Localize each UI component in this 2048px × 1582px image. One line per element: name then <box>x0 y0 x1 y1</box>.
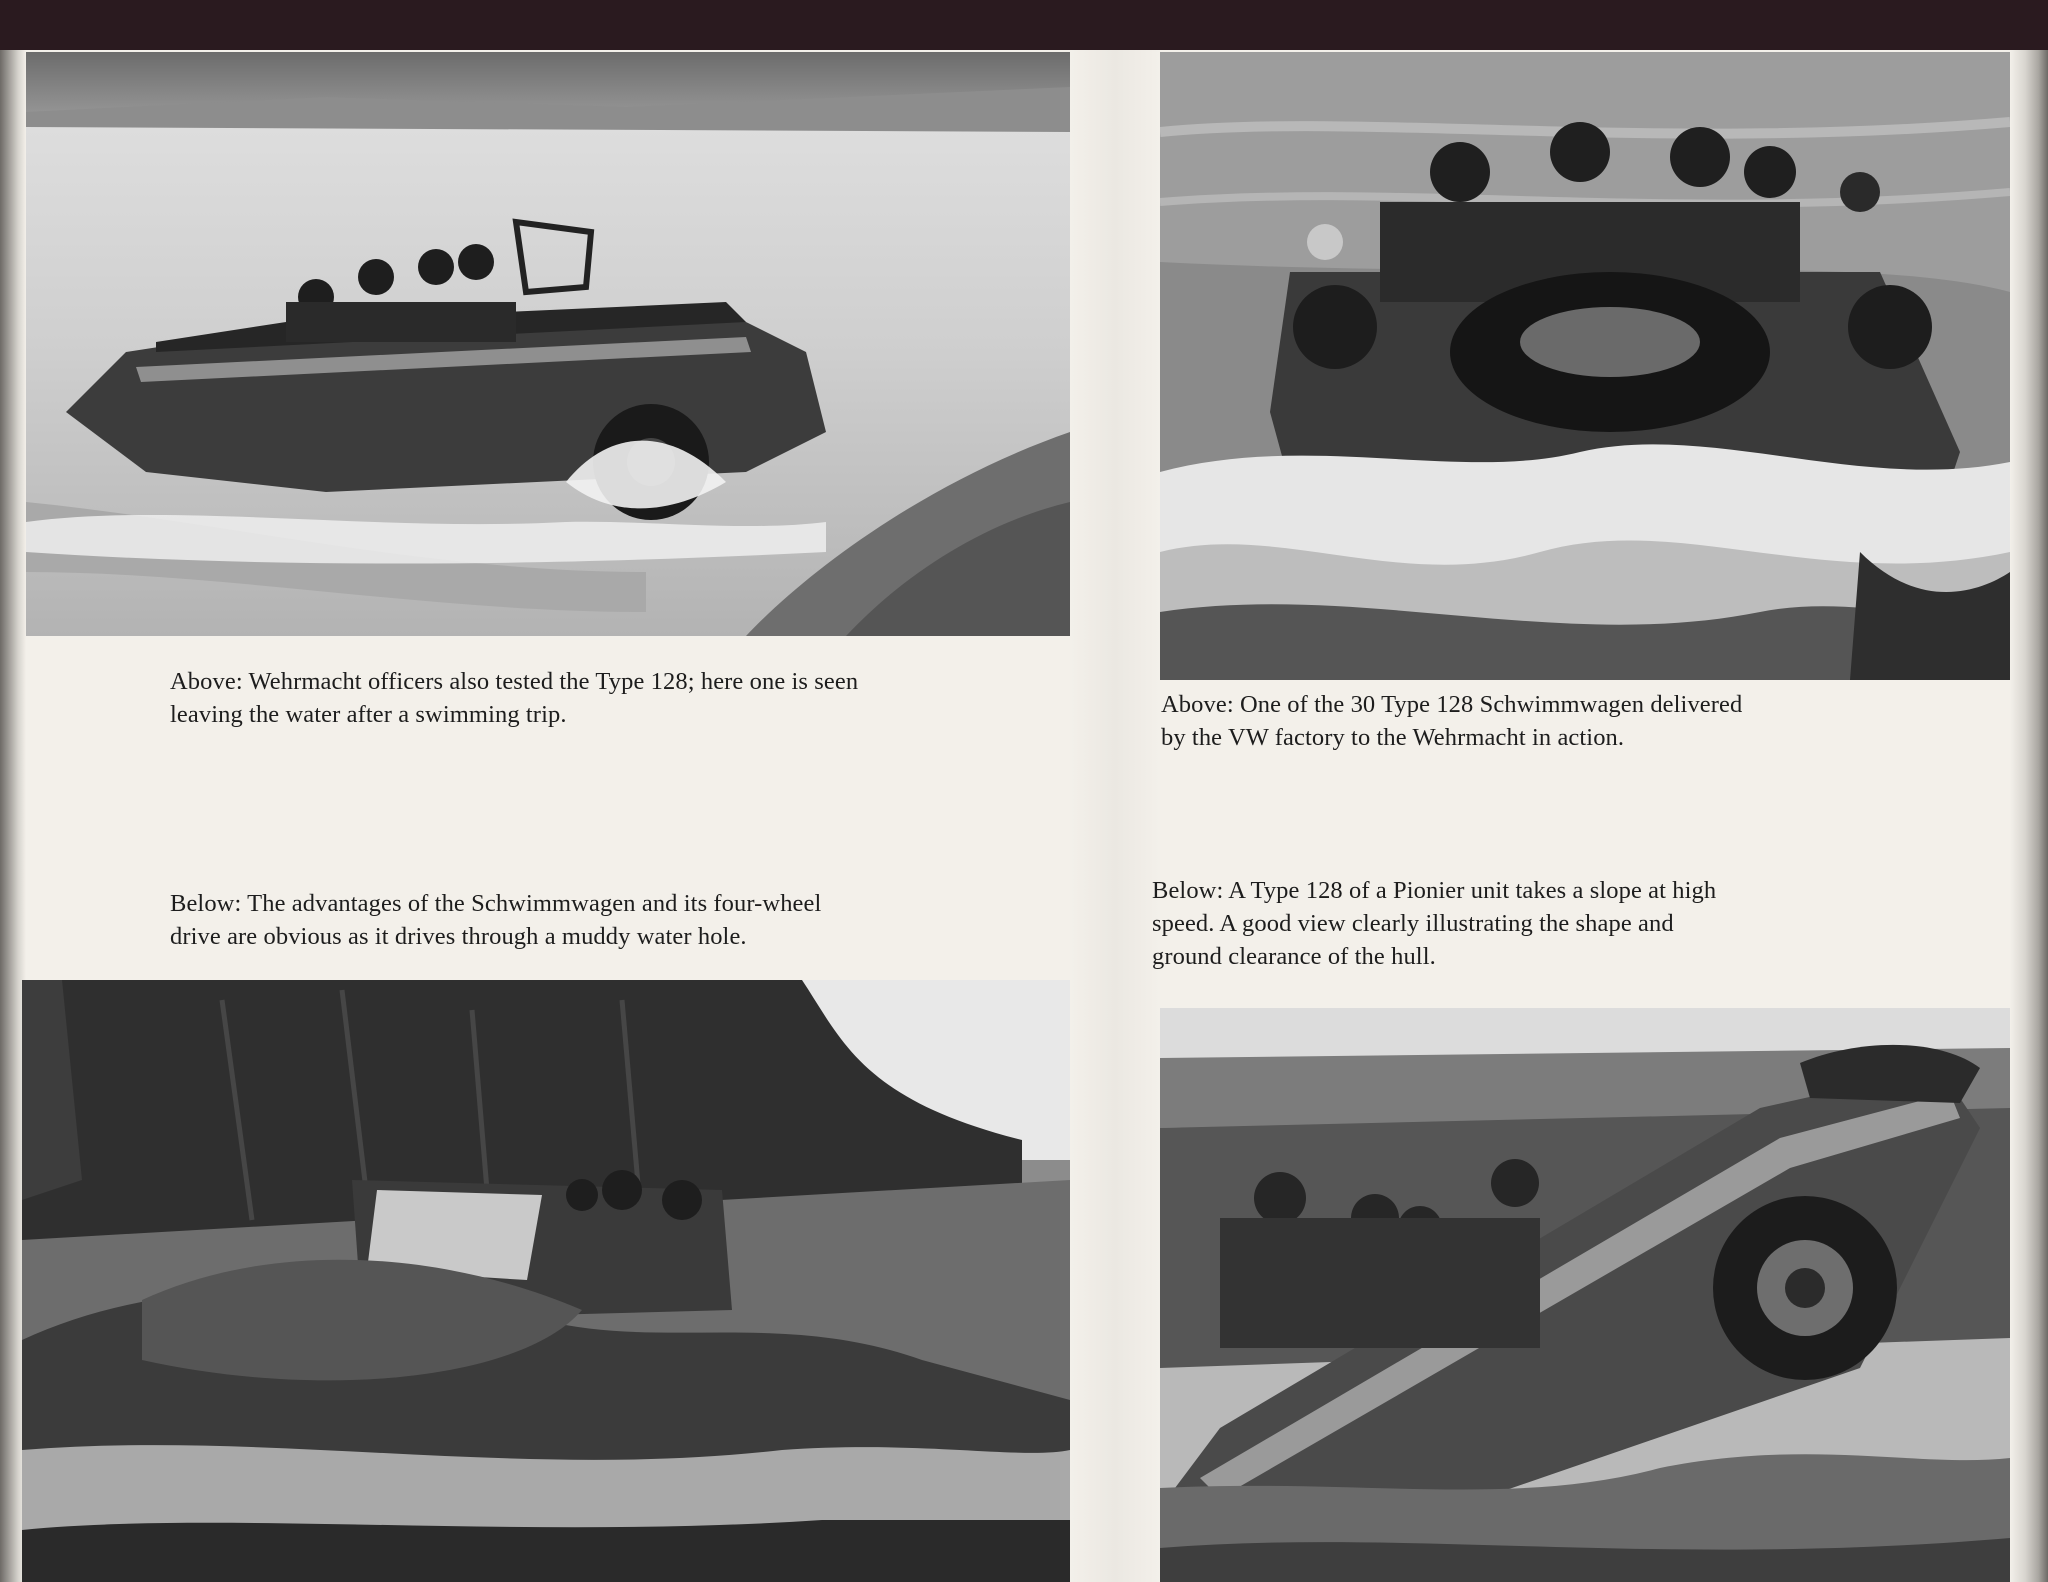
caption-bottom-left-line2: drive are obvious as it drives through a muddy water hole. <box>170 923 747 950</box>
photo-officers-leaving-water <box>26 52 1070 636</box>
caption-top-right-line2: by the VW factory to the Wehrmacht in action. <box>1161 724 1625 751</box>
photo-schwimmwagen-in-action <box>1160 52 2010 680</box>
caption-bottom-left-line1: Below: The advantages of the Schwimmwagen and its four-wheel <box>170 890 822 917</box>
photo-pionier-unit-slope <box>1160 1008 2010 1582</box>
caption-top-left-line1: Above: Wehrmacht officers also tested the Type 128; here one is seen <box>170 668 859 695</box>
caption-top-right-line1: Above: One of the 30 Type 128 Schwimmwagen delivered <box>1161 691 1743 718</box>
caption-bottom-right-line3: ground clearance of the hull. <box>1152 943 1436 970</box>
caption-top-left <box>170 665 858 731</box>
caption-bottom-left <box>170 887 821 953</box>
caption-bottom-right <box>1152 874 1716 973</box>
book-gutter <box>1070 50 1160 1582</box>
caption-top-right <box>1161 688 1742 754</box>
caption-bottom-right-line2: speed. A good view clearly illustrating the shape and <box>1152 910 1674 937</box>
caption-top-left-line2: leaving the water after a swimming trip. <box>170 701 567 728</box>
right-page-edge <box>2010 50 2048 1582</box>
caption-bottom-right-line1: Below: A Type 128 of a Pionier unit takes a slope at high <box>1152 877 1717 904</box>
photo-muddy-water-hole <box>22 980 1070 1582</box>
